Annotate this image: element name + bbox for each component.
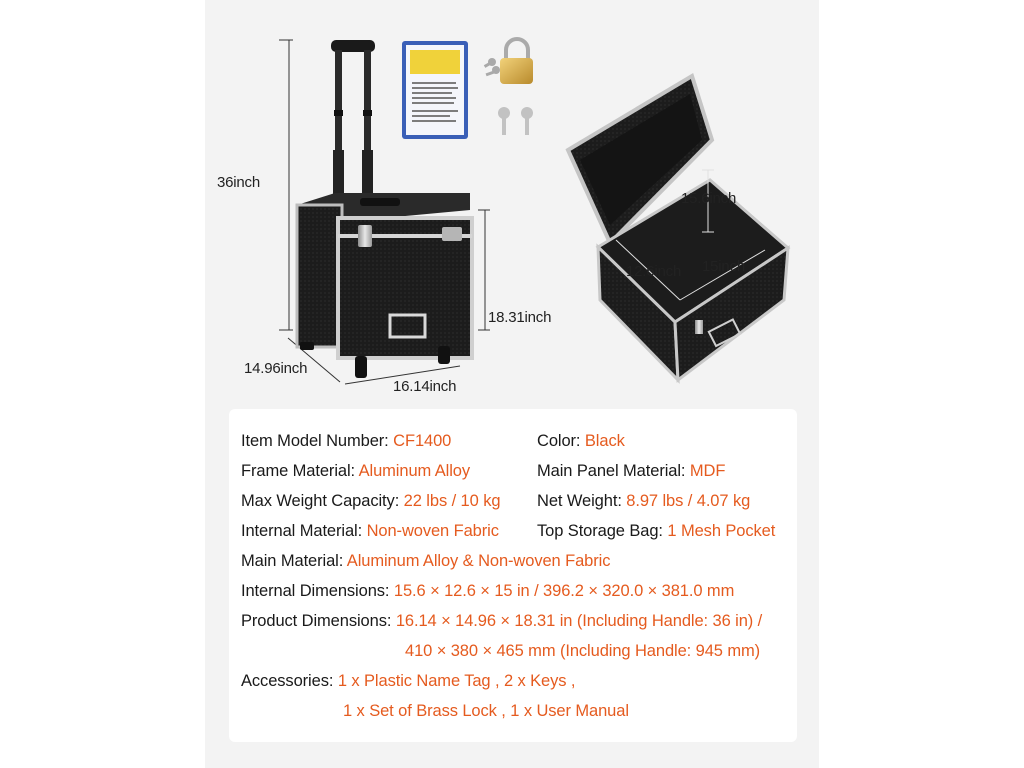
spec-frame: Frame Material: Aluminum Alloy — [241, 462, 471, 480]
case-height-label: 18.31inch — [488, 309, 552, 326]
keys-icon — [498, 107, 533, 135]
depth-label: 14.96inch — [244, 360, 308, 377]
spec-card — [229, 409, 797, 742]
spec-accessories: Accessories: 1 x Plastic Name Tag , 2 x Keys , — [241, 672, 576, 690]
spec-internal-material: Internal Material: Non-woven Fabric — [241, 522, 499, 540]
total-height-label: 36inch — [217, 174, 261, 191]
spec-accessories-line2: 1 x Set of Brass Lock , 1 x User Manual — [343, 702, 629, 720]
inner-width-label: 15inch — [702, 258, 746, 275]
spec-color: Color: Black — [537, 432, 625, 450]
spec-internal-dimensions: Internal Dimensions: 15.6 × 12.6 × 15 in / 396.2 × 320.0 × 381.0 mm — [241, 582, 735, 600]
brass-lock — [484, 39, 533, 84]
spec-net-weight: Net Weight: 8.97 lbs / 4.07 kg — [537, 492, 751, 510]
open-case — [568, 76, 788, 380]
inner-depth-label: 12.6inch — [626, 263, 682, 280]
user-manual-card — [402, 41, 468, 139]
spec-max-weight: Max Weight Capacity: 22 lbs / 10 kg — [241, 492, 501, 510]
trolley-handle — [331, 40, 375, 200]
width-label: 16.14inch — [393, 378, 457, 395]
spec-product-dimensions: Product Dimensions: 16.14 × 14.96 × 18.31 in (Including Handle: 36 in) / — [241, 612, 763, 630]
spec-model: Item Model Number: CF1400 — [241, 432, 452, 450]
closed-case — [297, 193, 472, 378]
spec-product-dimensions-line2: 410 × 380 × 465 mm (Including Handle: 945 mm) — [405, 642, 761, 660]
spec-main-material: Main Material: Aluminum Alloy & Non-woven Fabric — [241, 552, 611, 570]
inner-height-label: 15.6inch — [681, 190, 737, 207]
spec-panel: Main Panel Material: MDF — [537, 462, 726, 480]
spec-storage-bag: Top Storage Bag: 1 Mesh Pocket — [537, 522, 776, 540]
